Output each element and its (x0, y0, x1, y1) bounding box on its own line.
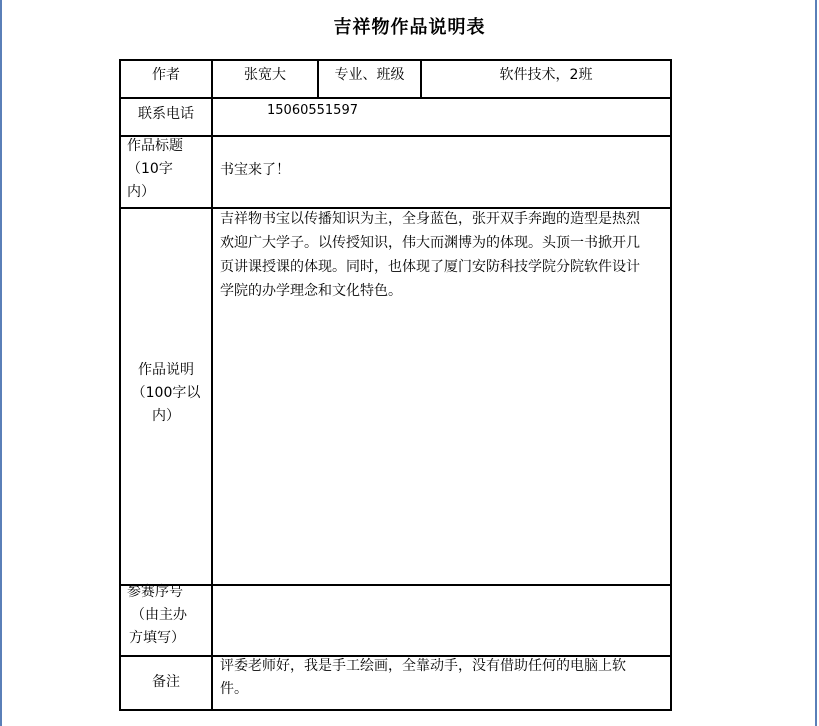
label-line: 参赛序号 (127, 584, 183, 600)
label-line: （10字 (127, 161, 173, 177)
description-line: 欢迎广大学子。以传授知识，伟大而渊博为的体现。头顶一书掀开几 (220, 235, 640, 251)
label-line: 方填写） (129, 630, 185, 646)
description-line: 学院的办学理念和文化特色。 (220, 283, 402, 299)
major-class-value[interactable]: 软件技术，2班 (499, 67, 593, 83)
page-right-edge (815, 0, 817, 726)
description-label (121, 359, 211, 428)
description-line: 页讲课授课的体现。同时，也体现了厦门安防科技学院分院软件设计 (220, 259, 640, 275)
major-class-label: 专业、班级 (334, 67, 405, 83)
entry-number-label (127, 581, 211, 650)
column-divider (211, 61, 213, 709)
label-line: 内） (152, 408, 180, 424)
phone-label: 联系电话 (138, 106, 194, 122)
phone-value[interactable]: 15060551597 (267, 103, 358, 118)
description-line: 吉祥物书宝以传播知识为主，全身蓝色，张开双手奔跑的造型是热烈 (220, 211, 640, 227)
label-line: 作品说明 (138, 362, 194, 378)
entry-form-table (119, 59, 672, 711)
label-line: （由主办 (131, 607, 187, 623)
author-value[interactable]: 张宽大 (244, 67, 286, 83)
author-label: 作者 (152, 67, 180, 83)
remarks-value[interactable] (220, 655, 672, 701)
label-line: 内） (127, 184, 155, 200)
description-value[interactable] (220, 207, 672, 303)
remarks-line: 评委老师好，我是手工绘画，全靠动手，没有借助任何的电脑上软 (220, 658, 626, 674)
page-left-edge (0, 0, 2, 726)
remarks-label: 备注 (152, 674, 180, 690)
label-line: 作品标题 (127, 138, 183, 154)
work-title-label (127, 135, 211, 204)
remarks-line: 件。 (220, 681, 248, 697)
label-line: （100字以 (131, 385, 201, 401)
work-title-value[interactable]: 书宝来了！ (220, 162, 290, 178)
document-title: 吉祥物作品说明表 (333, 17, 486, 38)
